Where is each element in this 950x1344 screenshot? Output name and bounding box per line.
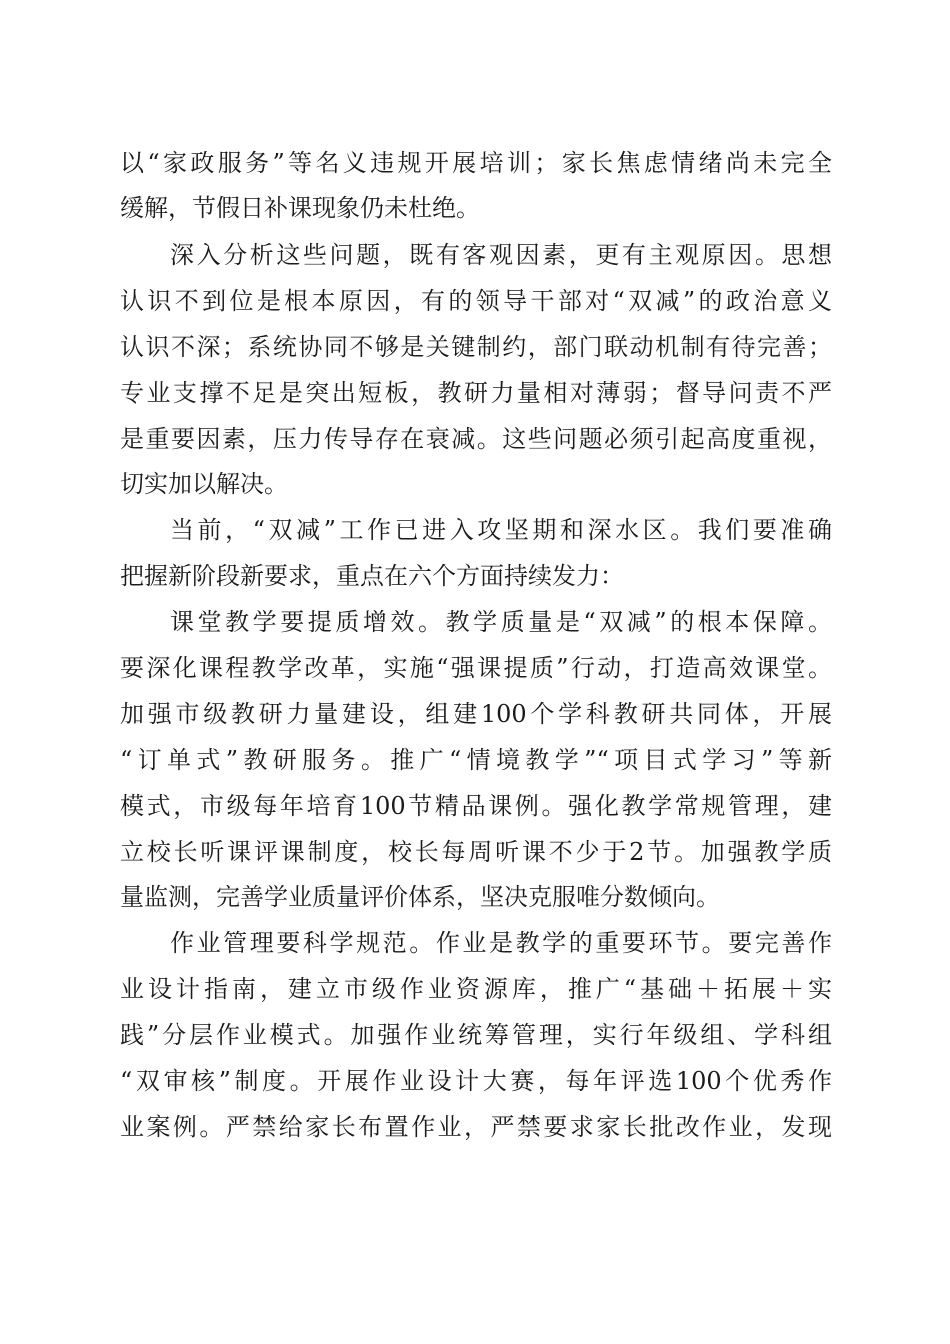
text-line: 切实加以解决。 bbox=[120, 470, 288, 498]
text-line: 立校长听课评课制度，校长每周听课不少于2节。加强教学质 bbox=[120, 838, 832, 866]
text-line: 要深化课程教学改革，实施“强课提质”行动，打造高效课堂。 bbox=[120, 654, 832, 682]
text-line: 是重要因素，压力传导存在衰减。这些问题必须引起高度重视， bbox=[120, 425, 832, 453]
text-line: 认识不到位是根本原因，有的领导干部对“双减”的政治意义 bbox=[120, 287, 832, 315]
text-line: 把握新阶段新要求，重点在六个方面持续发力： bbox=[120, 562, 624, 590]
text-line: 当前，“双减”工作已进入攻坚期和深水区。我们要准确 bbox=[170, 516, 832, 544]
text-line: 模式，市级每年培育100节精品课例。强化教学常规管理，建 bbox=[120, 792, 832, 820]
text-line: 践”分层作业模式。加强作业统筹管理，实行年级组、学科组 bbox=[120, 1021, 832, 1049]
text-line: 认识不深；系统协同不够是关键制约，部门联动机制有待完善； bbox=[120, 333, 832, 361]
text-line: “双审核”制度。开展作业设计大赛，每年评选100个优秀作 bbox=[120, 1067, 832, 1095]
text-line: 作业管理要科学规范。作业是教学的重要环节。要完善作 bbox=[170, 929, 832, 957]
text-line: 缓解，节假日补课现象仍未杜绝。 bbox=[120, 194, 480, 222]
text-line: 加强市级教研力量建设，组建100个学科教研共同体，开展 bbox=[120, 700, 832, 728]
text-line: 量监测，完善学业质量评价体系，坚决克服唯分数倾向。 bbox=[120, 883, 720, 911]
text-line: “订单式”教研服务。推广“情境教学”“项目式学习”等新 bbox=[120, 746, 832, 774]
text-line: 业案例。严禁给家长布置作业，严禁要求家长批改作业，发现 bbox=[120, 1113, 832, 1141]
text-line: 课堂教学要提质增效。教学质量是“双减”的根本保障。 bbox=[170, 608, 832, 636]
text-line: 专业支撑不足是突出短板，教研力量相对薄弱；督导问责不严 bbox=[120, 379, 832, 407]
text-line: 业设计指南，建立市级作业资源库，推广“基础＋拓展＋实 bbox=[120, 975, 832, 1003]
text-line: 深入分析这些问题，既有客观因素，更有主观原因。思想 bbox=[170, 241, 832, 269]
text-line: 以“家政服务”等名义违规开展培训；家长焦虑情绪尚未完全 bbox=[120, 149, 832, 177]
